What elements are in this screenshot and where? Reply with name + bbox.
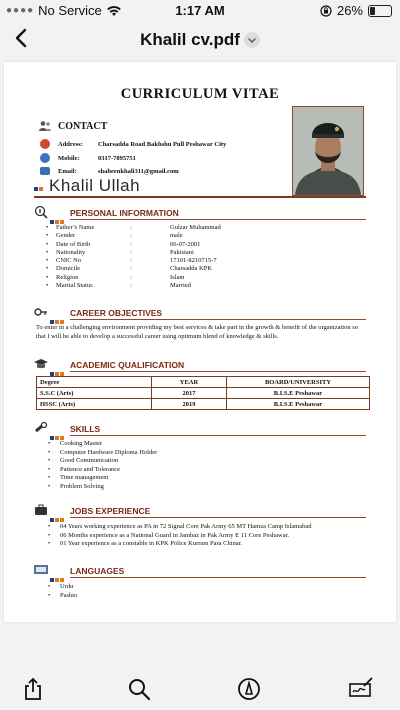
- bullet: •: [46, 248, 49, 256]
- table-cell: 2017: [152, 388, 227, 399]
- contact-label: Address:: [58, 140, 83, 148]
- info-key: Date of Birth: [56, 240, 91, 248]
- bullet: •: [46, 273, 49, 281]
- battery-fill: [370, 7, 375, 15]
- bottom-toolbar: [0, 668, 400, 710]
- info-value: 17101-8210715-7: [170, 257, 217, 265]
- section-rule: [70, 435, 366, 436]
- personal-info-list: [46, 224, 221, 290]
- signal-dots-icon: ●●●●: [6, 5, 35, 16]
- academic-table: [36, 376, 370, 410]
- personal-info-row: [46, 265, 221, 273]
- table-header: Degree: [37, 377, 152, 388]
- table-cell: S.S.C (Arts): [37, 388, 152, 399]
- document-title-text: Khalil cv.pdf: [140, 30, 240, 49]
- objectives-text: To enter in a challenging environment providing my best services & take part in the growth & benefit of the organization so that I will be able to develop a successful career using optimum blend of knowledge & skills.: [36, 324, 358, 340]
- skills-list: [48, 440, 157, 491]
- info-colon: :: [130, 232, 132, 240]
- orientation-lock-icon: [320, 5, 332, 17]
- info-key: Religion: [56, 273, 79, 281]
- info-value: Gulzar Muhammad: [170, 224, 221, 231]
- briefcase-icon: [34, 503, 48, 517]
- info-key: CNIC No: [56, 257, 82, 265]
- bullet: •: [46, 240, 49, 248]
- section-skills: [34, 424, 366, 436]
- personal-info-row: [46, 241, 221, 249]
- search-icon[interactable]: [126, 676, 152, 702]
- info-colon: :: [130, 224, 132, 231]
- name-marks: [34, 178, 44, 196]
- section-personal: [34, 208, 366, 220]
- list-item: • Computer Hardware Diploma Holder: [48, 449, 157, 458]
- portrait-image: [293, 107, 363, 195]
- phone-icon: [40, 153, 50, 163]
- table-row: [37, 388, 370, 399]
- personal-info-row: [46, 274, 221, 282]
- info-value: Charsadda KPK: [170, 265, 213, 273]
- bullet: •: [46, 224, 49, 231]
- nav-bar: [0, 20, 400, 60]
- section-heading: PERSONAL INFORMATION: [70, 208, 179, 218]
- info-colon: :: [130, 240, 132, 248]
- status-bar: [0, 0, 400, 20]
- cv-title: CURRICULUM VITAE: [120, 86, 280, 102]
- info-colon: :: [130, 248, 132, 256]
- info-key: Father’s Name: [56, 224, 95, 231]
- pdf-page[interactable]: [4, 62, 396, 622]
- contact-heading-text: CONTACT: [58, 120, 108, 132]
- status-time: 1:17 AM: [175, 3, 225, 18]
- personal-info-row: [46, 257, 221, 265]
- contact-value: 0317-7895751: [98, 154, 136, 162]
- list-item: • 06 Months experience as a National Guard in Jambaz in Pak Army E 11 Core Peshawar.: [48, 532, 311, 541]
- contact-mobile-row: [40, 153, 136, 163]
- section-heading: CAREER OBJECTIVES: [70, 308, 163, 318]
- section-heading: SKILLS: [70, 424, 101, 434]
- section-objectives: [34, 308, 366, 320]
- name-divider: [34, 196, 366, 198]
- section-heading: ACADEMIC QUALIFICATION: [70, 360, 185, 370]
- list-item: • Problem Solving: [48, 483, 157, 492]
- carrier-text: No Service: [38, 3, 102, 18]
- contact-email-row: [40, 167, 179, 175]
- table-header: YEAR: [152, 377, 227, 388]
- key-icon: [34, 305, 48, 319]
- section-rule: [70, 371, 366, 372]
- section-rule: [70, 319, 366, 320]
- personal-info-row: [46, 249, 221, 257]
- personal-info-row: [46, 282, 221, 290]
- info-colon: :: [130, 273, 132, 281]
- info-colon: :: [130, 265, 132, 273]
- table-header-row: [37, 377, 370, 388]
- email-icon: [40, 167, 50, 175]
- table-cell: B.I.S.E Peshawar: [227, 399, 370, 410]
- info-key: Marital Status: [56, 282, 93, 290]
- table-cell: HSSC (Arts): [37, 399, 152, 410]
- markup-icon[interactable]: [236, 676, 262, 702]
- contact-heading: [38, 120, 107, 132]
- bullet: •: [46, 232, 49, 240]
- bullet: •: [46, 265, 49, 273]
- section-rule: [70, 219, 366, 220]
- language-icon: [34, 563, 48, 577]
- section-rule: [70, 517, 366, 518]
- section-heading: LANGUAGES: [70, 566, 125, 576]
- bullet: •: [46, 257, 49, 265]
- status-right: [320, 3, 392, 18]
- list-item: • Cooking Master: [48, 440, 157, 449]
- section-languages: [34, 566, 366, 578]
- info-value: male: [170, 232, 183, 240]
- battery-icon: [368, 5, 392, 17]
- info-value: Married: [170, 282, 191, 290]
- candidate-name: Khalil Ullah: [49, 176, 141, 195]
- signature-icon[interactable]: [348, 676, 374, 702]
- table-cell: 2019: [152, 399, 227, 410]
- list-item: • Pashto: [48, 592, 77, 601]
- list-item: • 01 Year experience as a constable in KPK Police Kurram Para Chinar.: [48, 540, 311, 549]
- personal-info-row: [46, 224, 221, 232]
- list-item: • 04 Years working experience as PA in 72 Signal Core Pak Army 65 MT Hamza Camp Islamabad: [48, 523, 311, 532]
- info-key: Nationality: [56, 248, 86, 256]
- location-pin-icon: [40, 139, 50, 149]
- info-value: 06-07-2001: [170, 240, 201, 248]
- contact-people-icon: [38, 120, 52, 132]
- skills-tools-icon: [34, 421, 48, 435]
- table-cell: B.I.S.E Peshawar: [227, 388, 370, 399]
- share-icon[interactable]: [20, 676, 46, 702]
- info-magnifier-icon: [34, 205, 48, 219]
- contact-label: Mobile:: [58, 154, 80, 162]
- list-item: • Urdu: [48, 583, 77, 592]
- languages-list: [48, 583, 77, 600]
- section-academic: [34, 360, 366, 372]
- profile-photo: [292, 106, 364, 196]
- section-heading: JOBS EXPERIENCE: [70, 506, 151, 516]
- contact-value: shaheenkhali311@gmail.com: [98, 167, 179, 175]
- contact-value: Charsadda Road Bakhshu Pull Peshawar City: [98, 140, 227, 148]
- section-rule: [70, 577, 366, 578]
- list-item: • Time management: [48, 474, 157, 483]
- name-row: [34, 176, 140, 196]
- battery-percent: 26%: [336, 3, 363, 18]
- info-value: Pakistani: [170, 248, 194, 256]
- list-item: • Patience and Tolerance: [48, 466, 157, 475]
- info-value: Islam: [170, 273, 185, 281]
- table-header: BOARD/UNIVERSITY: [227, 377, 370, 388]
- section-jobs: [34, 506, 366, 518]
- info-key: Gender: [56, 232, 76, 240]
- jobs-list: [48, 523, 311, 549]
- document-title[interactable]: [0, 30, 400, 50]
- title-menu-chevron-icon[interactable]: [244, 32, 260, 48]
- table-row: [37, 399, 370, 410]
- list-item: • Good Communication: [48, 457, 157, 466]
- contact-address-row: [40, 139, 226, 149]
- info-key: Domicile: [56, 265, 81, 273]
- info-colon: :: [130, 282, 132, 290]
- contact-label: Email:: [58, 167, 77, 175]
- personal-info-row: [46, 232, 221, 240]
- graduation-cap-icon: [34, 357, 48, 371]
- info-colon: :: [130, 257, 132, 265]
- bullet: •: [46, 282, 49, 290]
